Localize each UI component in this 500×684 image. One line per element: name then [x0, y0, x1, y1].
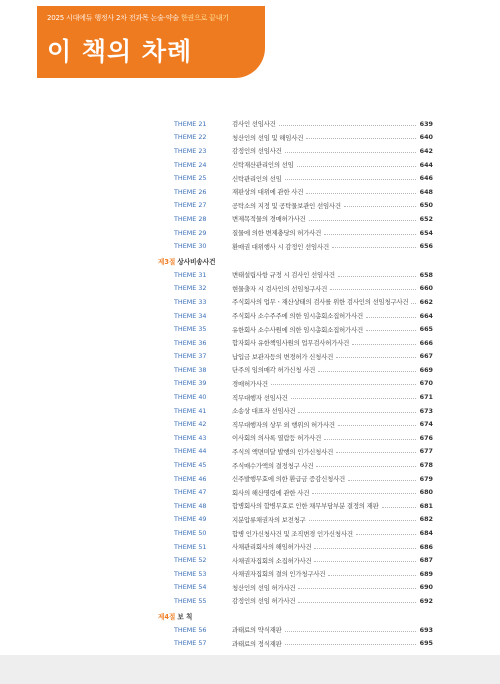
toc-entry — [158, 117, 433, 131]
entry-title: 질물에 의한 변제충당의 허가사건 — [232, 229, 322, 238]
entry-title: 유한회사 소수사원에 의한 임시총회소집허가사건 — [232, 325, 363, 334]
dot-leader — [285, 151, 416, 153]
entry-title: 합병회사의 합병무효로 인한 채무부담부분 결정의 재판 — [232, 502, 379, 511]
page-number: 693 — [419, 625, 433, 634]
page-number: 695 — [419, 639, 433, 648]
dot-leader — [314, 560, 416, 562]
section-title: 상사비송사건 — [177, 257, 216, 266]
entry-title: 회사의 해산명령에 관한 사건 — [232, 488, 310, 497]
toc-entry — [158, 185, 433, 199]
theme-number: THEME 48 — [174, 501, 207, 510]
page-number: 666 — [419, 338, 433, 347]
theme-number: THEME 50 — [174, 529, 207, 538]
toc-entry — [158, 390, 433, 404]
toc-entry — [158, 158, 433, 172]
dot-leader — [411, 302, 416, 304]
toc-entry — [158, 553, 433, 567]
theme-number: THEME 40 — [174, 393, 207, 402]
theme-number: THEME 39 — [174, 379, 207, 388]
theme-number: THEME 30 — [174, 242, 207, 251]
toc-entry — [158, 458, 433, 472]
toc-entry — [158, 567, 433, 581]
dot-leader — [338, 275, 416, 277]
theme-number: THEME 27 — [174, 201, 207, 210]
entry-title: 주식의 액면미달 발행의 인가신청사건 — [232, 447, 334, 456]
book-subtitle-highlight: 한권으로 끝내기 — [180, 14, 229, 22]
dot-leader — [309, 219, 416, 221]
page-title: 이 책의 차례 — [47, 37, 193, 66]
theme-number: THEME 52 — [174, 556, 207, 565]
theme-number: THEME 44 — [174, 447, 207, 456]
page-number: 648 — [419, 187, 433, 196]
dot-leader — [297, 165, 416, 167]
theme-number: THEME 55 — [174, 596, 207, 605]
dot-leader — [352, 343, 416, 345]
book-subtitle-main: 2025 시대에듀 행정사 2차 전과목 논술·약술 — [47, 14, 181, 22]
page-number: 687 — [419, 556, 433, 565]
toc-entry — [158, 309, 433, 323]
entry-title: 현물출자 시 검사인의 선임청구사건 — [232, 284, 328, 293]
toc-entry — [158, 239, 433, 253]
page-number: 671 — [419, 393, 433, 402]
toc-entry — [158, 445, 433, 459]
entry-title: 변태설립사항 규정 시 검사인 선임사건 — [232, 271, 335, 280]
toc-entry — [158, 363, 433, 377]
theme-number: THEME 33 — [174, 297, 207, 306]
theme-number: THEME 49 — [174, 515, 207, 524]
toc-entry — [158, 295, 433, 309]
entry-title: 신주발행무효에 의한 환급금 증감신청사건 — [232, 475, 346, 484]
page-number: 686 — [419, 542, 433, 551]
page-number: 654 — [419, 228, 433, 237]
theme-number: THEME 54 — [174, 583, 207, 592]
entry-title: 납입금 보관자등의 변경허가 신청사건 — [232, 352, 334, 361]
toc-entry — [158, 623, 433, 637]
toc-entry — [158, 268, 433, 282]
toc-group-c — [158, 623, 433, 650]
toc-entry — [158, 513, 433, 527]
entry-title: 사채관리회사의 해임허가사건 — [232, 543, 312, 552]
toc-entry — [158, 485, 433, 499]
theme-number: THEME 28 — [174, 214, 207, 223]
page-number: 676 — [419, 433, 433, 442]
toc-entry — [158, 404, 433, 418]
entry-title: 주식매수가액의 결정청구 사건 — [232, 461, 314, 470]
dot-leader — [309, 519, 416, 521]
toc-entry — [158, 431, 433, 445]
dot-leader — [330, 288, 416, 290]
toc-group-b — [158, 268, 433, 608]
theme-number: THEME 25 — [174, 174, 207, 183]
entry-title: 감정인의 선임사건 — [232, 147, 282, 156]
theme-number: THEME 41 — [174, 406, 207, 415]
dot-leader — [312, 492, 416, 494]
dot-leader — [344, 205, 416, 207]
page-number: 639 — [419, 119, 433, 128]
entry-title: 청산인의 선임 허가사건 — [232, 583, 296, 592]
dot-leader — [306, 137, 416, 139]
toc-entry — [158, 212, 433, 226]
theme-number: THEME 43 — [174, 433, 207, 442]
page-number: 650 — [419, 201, 433, 210]
page-number: 646 — [419, 174, 433, 183]
dot-leader — [298, 601, 416, 603]
theme-number: THEME 46 — [174, 474, 207, 483]
toc-group-a — [158, 117, 433, 253]
toc-entry — [158, 226, 433, 240]
page-number: 656 — [419, 242, 433, 251]
toc-entry — [158, 581, 433, 595]
theme-number: THEME 37 — [174, 352, 207, 361]
page-number: 690 — [419, 583, 433, 592]
dot-leader — [336, 356, 416, 358]
page-number: 658 — [419, 270, 433, 279]
dot-leader — [306, 192, 416, 194]
theme-number: THEME 35 — [174, 325, 207, 334]
page-number: 667 — [419, 352, 433, 361]
dot-leader — [328, 574, 416, 576]
toc-entry — [158, 336, 433, 350]
theme-number: THEME 26 — [174, 187, 207, 196]
theme-number: THEME 38 — [174, 365, 207, 374]
toc-entry — [158, 131, 433, 145]
page-number: 642 — [419, 146, 433, 155]
theme-number: THEME 51 — [174, 542, 207, 551]
dot-leader — [324, 438, 416, 440]
page-number: 644 — [419, 160, 433, 169]
page-number: 679 — [419, 474, 433, 483]
entry-title: 환매권 대위행사 시 감정인 선임사건 — [232, 242, 329, 251]
entry-title: 신탁재산관리인의 선임 — [232, 161, 294, 170]
entry-title: 직무대행자 선임사건 — [232, 393, 288, 402]
dot-leader — [285, 630, 416, 632]
entry-title: 소송상 대표자 선임사건 — [232, 407, 296, 416]
section-heading-3 — [158, 254, 433, 268]
dot-leader — [271, 383, 416, 385]
entry-title: 경매허가사건 — [232, 379, 268, 388]
toc-entry — [158, 540, 433, 554]
page-number: 684 — [419, 529, 433, 538]
page-number: 678 — [419, 461, 433, 470]
theme-number: THEME 23 — [174, 146, 207, 155]
theme-number: THEME 45 — [174, 461, 207, 470]
toc-entry — [158, 472, 433, 486]
dot-leader — [366, 329, 416, 331]
entry-title: 사채권자집회의 결의 인가청구사건 — [232, 570, 326, 579]
entry-title: 청산인의 선임 및 해임사건 — [232, 133, 304, 142]
theme-number: THEME 57 — [174, 639, 207, 648]
page-number: 680 — [419, 488, 433, 497]
page-number: 664 — [419, 311, 433, 320]
theme-number: THEME 53 — [174, 569, 207, 578]
section-number: 제4절 — [158, 612, 176, 621]
page-number: 662 — [419, 297, 433, 306]
toc-entry — [158, 377, 433, 391]
entry-title: 변제목적물의 경매허가사건 — [232, 215, 306, 224]
section-heading-4 — [158, 609, 433, 623]
page-number: 652 — [419, 214, 433, 223]
entry-title: 합자회사 유한책임사원의 업무검사허가사건 — [232, 339, 350, 348]
entry-title: 공탁소의 지정 및 공탁물보관인 선임사건 — [232, 201, 341, 210]
theme-number: THEME 31 — [174, 270, 207, 279]
dot-leader — [285, 178, 416, 180]
title-banner — [37, 6, 265, 78]
entry-title: 감정인의 선임 허가사건 — [232, 597, 296, 606]
dot-leader — [298, 587, 416, 589]
theme-number: THEME 29 — [174, 228, 207, 237]
entry-title: 주식회사의 업무ㆍ재산상태의 검사를 위한 검사인의 선임청구사건 — [232, 298, 409, 307]
entry-title: 과태료의 약식재판 — [232, 626, 282, 635]
entry-title: 과태료의 정식재판 — [232, 639, 282, 648]
dot-leader — [318, 370, 416, 372]
dot-leader — [314, 547, 416, 549]
page-number: 670 — [419, 379, 433, 388]
dot-leader — [279, 124, 416, 126]
page-number: 669 — [419, 365, 433, 374]
theme-number: THEME 56 — [174, 625, 207, 634]
toc-entry — [158, 144, 433, 158]
entry-title: 지분압류채권자의 보전청구 — [232, 515, 306, 524]
dot-leader — [366, 316, 416, 318]
toc-entry — [158, 499, 433, 513]
page-number: 665 — [419, 325, 433, 334]
entry-title: 주식회사 소수주주에 의한 임시총회소집허가사건 — [232, 312, 363, 321]
toc-entry — [158, 594, 433, 608]
page-header — [0, 0, 500, 92]
entry-title: 이사회의 의사록 열람등 허가사건 — [232, 434, 322, 443]
page-bottom-margin — [0, 655, 500, 684]
toc-entry — [158, 199, 433, 213]
theme-number: THEME 22 — [174, 133, 207, 142]
theme-number: THEME 34 — [174, 311, 207, 320]
entry-title: 사채권자집회의 소집허가사건 — [232, 556, 312, 565]
section-title: 보 칙 — [177, 612, 193, 621]
dot-leader — [382, 506, 416, 508]
dot-leader — [338, 424, 416, 426]
page-number: 682 — [419, 515, 433, 524]
dot-leader — [285, 643, 416, 645]
page-number: 674 — [419, 420, 433, 429]
page-number: 677 — [419, 447, 433, 456]
dot-leader — [348, 479, 416, 481]
theme-number: THEME 42 — [174, 420, 207, 429]
page-number: 689 — [419, 569, 433, 578]
section-number: 제3절 — [158, 257, 176, 266]
toc-entry — [158, 350, 433, 364]
theme-number: THEME 21 — [174, 119, 207, 128]
toc-entry — [158, 526, 433, 540]
dot-leader — [332, 246, 416, 248]
theme-number: THEME 24 — [174, 160, 207, 169]
toc-entry — [158, 417, 433, 431]
book-subtitle — [47, 13, 229, 23]
entry-title: 신탁관리인의 선임 — [232, 174, 282, 183]
page-number: 681 — [419, 501, 433, 510]
dot-leader — [298, 411, 416, 413]
theme-number: THEME 36 — [174, 338, 207, 347]
entry-title: 직무대행자의 상무 외 행위의 허가사건 — [232, 420, 335, 429]
dot-leader — [336, 451, 416, 453]
theme-number: THEME 32 — [174, 284, 207, 293]
toc-entry — [158, 171, 433, 185]
page-number: 692 — [419, 596, 433, 605]
entry-title: 재판상의 대위에 관한 사건 — [232, 188, 304, 197]
page-number: 640 — [419, 133, 433, 142]
theme-number: THEME 47 — [174, 488, 207, 497]
toc-entry — [158, 322, 433, 336]
entry-title: 검사인 선임사건 — [232, 120, 276, 129]
dot-leader — [356, 533, 416, 535]
toc-entry — [158, 282, 433, 296]
entry-title: 합병 인가신청사건 및 조직변경 인가신청사건 — [232, 529, 353, 538]
dot-leader — [316, 465, 416, 467]
page-number: 673 — [419, 406, 433, 415]
page-number: 660 — [419, 284, 433, 293]
toc-entry — [158, 636, 433, 650]
dot-leader — [324, 233, 416, 235]
table-of-contents — [158, 117, 433, 650]
dot-leader — [291, 397, 416, 399]
entry-title: 단주의 임의매각 허가신청 사건 — [232, 366, 316, 375]
